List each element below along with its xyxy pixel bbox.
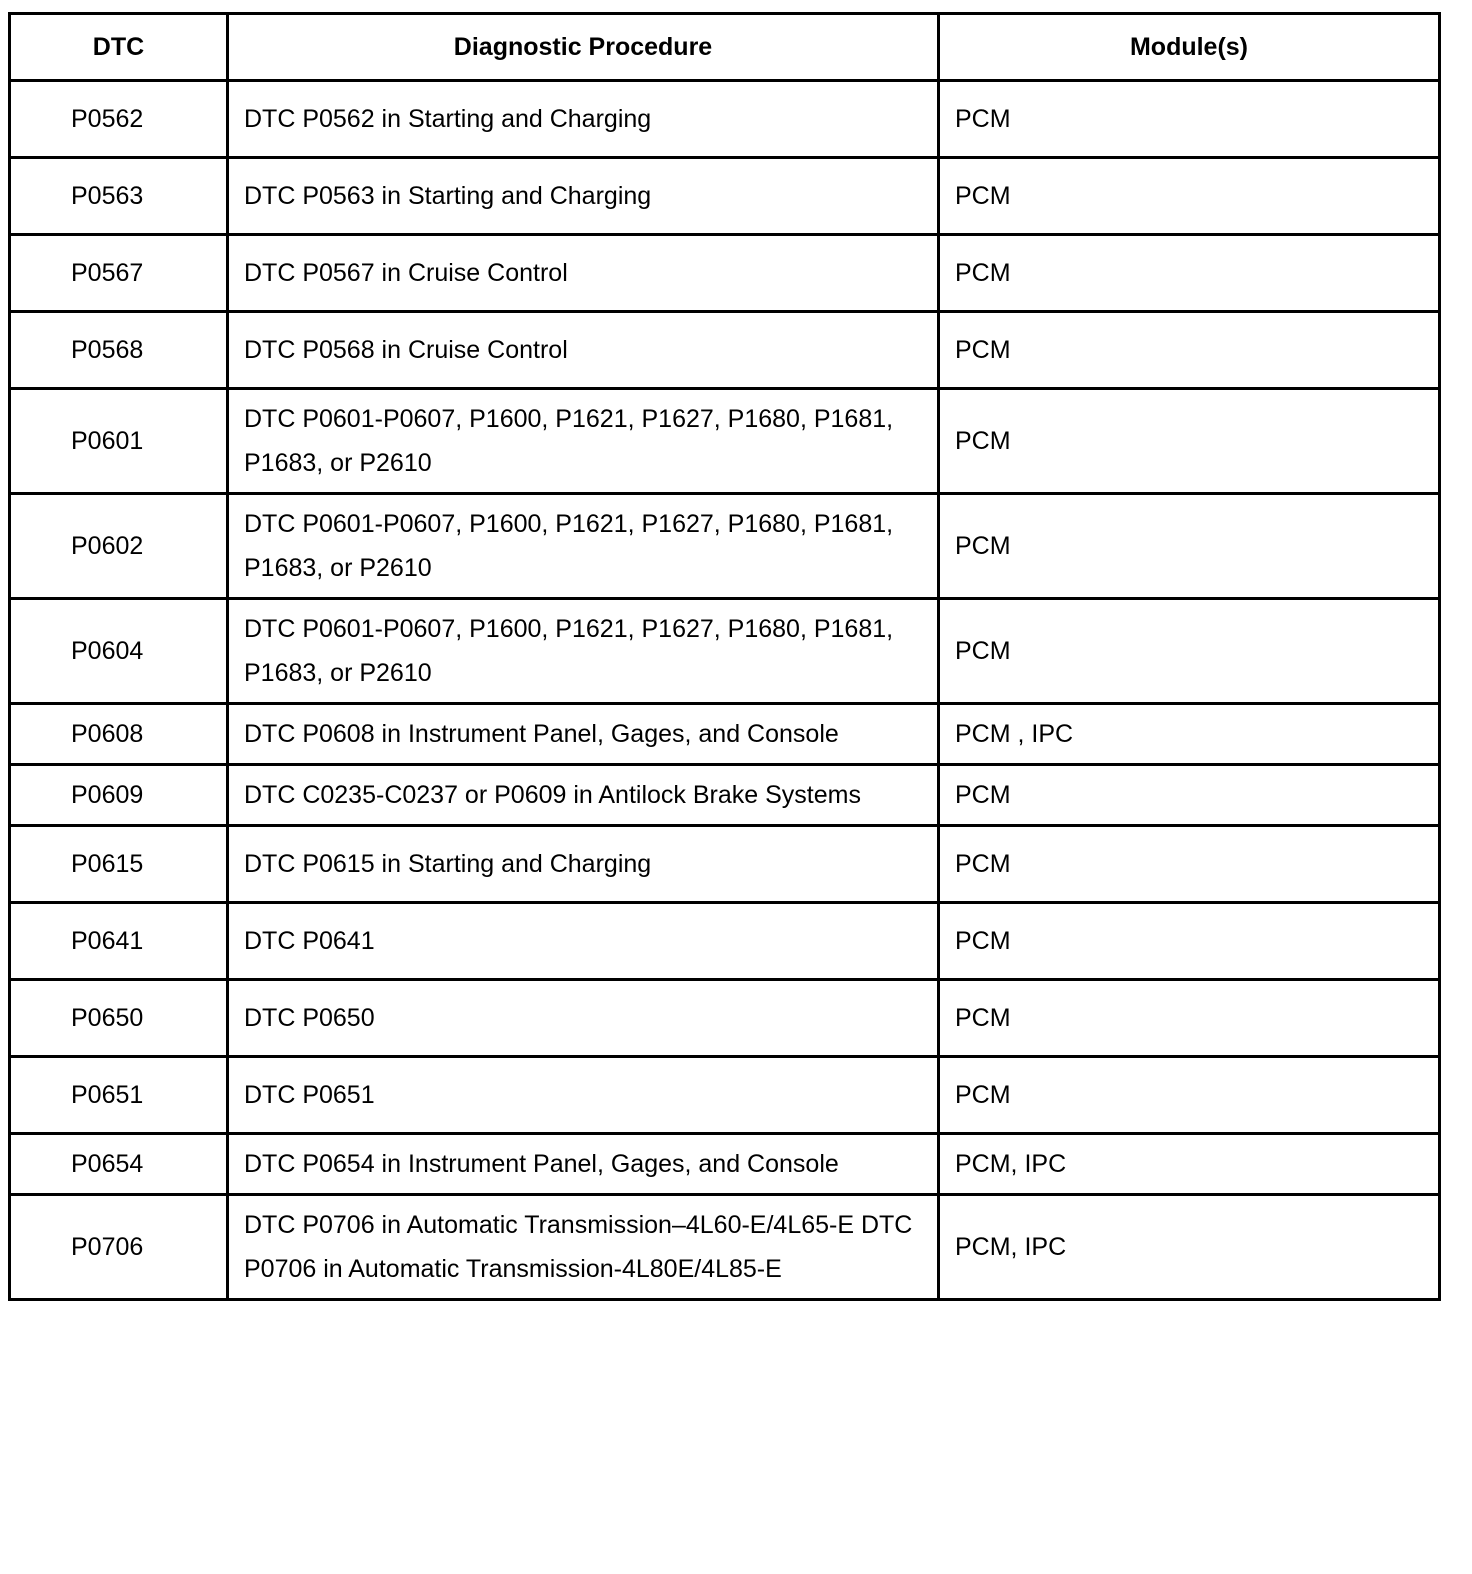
- cell-procedure: DTC P0563 in Starting and Charging: [228, 158, 939, 235]
- cell-modules: PCM: [939, 158, 1440, 235]
- table-row: [10, 704, 1440, 765]
- cell-procedure: DTC P0651: [228, 1057, 939, 1134]
- cell-procedure: DTC C0235-C0237 or P0609 in Antilock Brake Systems: [228, 765, 939, 826]
- cell-modules: PCM: [939, 81, 1440, 158]
- cell-modules: PCM: [939, 599, 1440, 704]
- cell-modules: PCM, IPC: [939, 1195, 1440, 1300]
- cell-modules: PCM: [939, 903, 1440, 980]
- cell-procedure: DTC P0706 in Automatic Transmission–4L60-E/4L65-E DTC P0706 in Automatic Transmission-4L80E/4L85-E: [228, 1195, 939, 1300]
- table-row: [10, 81, 1440, 158]
- cell-modules: PCM: [939, 826, 1440, 903]
- cell-dtc: P0562: [10, 81, 228, 158]
- table-row: [10, 312, 1440, 389]
- table-row: [10, 980, 1440, 1057]
- cell-modules: PCM, IPC: [939, 1134, 1440, 1195]
- table-row: [10, 826, 1440, 903]
- table-row: [10, 389, 1440, 494]
- table-body: [10, 81, 1440, 1300]
- cell-modules: PCM: [939, 1057, 1440, 1134]
- cell-dtc: P0601: [10, 389, 228, 494]
- cell-modules: PCM: [939, 389, 1440, 494]
- cell-modules: PCM: [939, 235, 1440, 312]
- cell-procedure: DTC P0650: [228, 980, 939, 1057]
- cell-procedure: DTC P0601-P0607, P1600, P1621, P1627, P1680, P1681, P1683, or P2610: [228, 599, 939, 704]
- cell-dtc: P0608: [10, 704, 228, 765]
- table-row: [10, 765, 1440, 826]
- cell-modules: PCM: [939, 980, 1440, 1057]
- cell-procedure: DTC P0601-P0607, P1600, P1621, P1627, P1680, P1681, P1683, or P2610: [228, 389, 939, 494]
- cell-dtc: P0706: [10, 1195, 228, 1300]
- header-row: [10, 14, 1440, 81]
- cell-dtc: P0615: [10, 826, 228, 903]
- table-row: [10, 599, 1440, 704]
- cell-procedure: DTC P0641: [228, 903, 939, 980]
- cell-modules: PCM: [939, 312, 1440, 389]
- cell-modules: PCM: [939, 494, 1440, 599]
- cell-procedure: DTC P0568 in Cruise Control: [228, 312, 939, 389]
- table-header: [10, 14, 1440, 81]
- cell-procedure: DTC P0562 in Starting and Charging: [228, 81, 939, 158]
- cell-dtc: P0604: [10, 599, 228, 704]
- cell-dtc: P0568: [10, 312, 228, 389]
- cell-procedure: DTC P0601-P0607, P1600, P1621, P1627, P1680, P1681, P1683, or P2610: [228, 494, 939, 599]
- cell-dtc: P0650: [10, 980, 228, 1057]
- table-row: [10, 158, 1440, 235]
- cell-dtc: P0654: [10, 1134, 228, 1195]
- table-row: [10, 903, 1440, 980]
- cell-procedure: DTC P0608 in Instrument Panel, Gages, and Console: [228, 704, 939, 765]
- header-modules: Module(s): [939, 14, 1440, 81]
- dtc-table: [8, 12, 1441, 1301]
- cell-dtc: P0609: [10, 765, 228, 826]
- cell-procedure: DTC P0615 in Starting and Charging: [228, 826, 939, 903]
- header-dtc: DTC: [10, 14, 228, 81]
- cell-dtc: P0563: [10, 158, 228, 235]
- cell-dtc: P0651: [10, 1057, 228, 1134]
- table-row: [10, 1134, 1440, 1195]
- table-row: [10, 1057, 1440, 1134]
- cell-procedure: DTC P0654 in Instrument Panel, Gages, and Console: [228, 1134, 939, 1195]
- cell-modules: PCM , IPC: [939, 704, 1440, 765]
- cell-dtc: P0602: [10, 494, 228, 599]
- cell-dtc: P0641: [10, 903, 228, 980]
- cell-dtc: P0567: [10, 235, 228, 312]
- table-row: [10, 235, 1440, 312]
- cell-procedure: DTC P0567 in Cruise Control: [228, 235, 939, 312]
- cell-modules: PCM: [939, 765, 1440, 826]
- table-row: [10, 494, 1440, 599]
- table-row: [10, 1195, 1440, 1300]
- header-diagnostic-procedure: Diagnostic Procedure: [228, 14, 939, 81]
